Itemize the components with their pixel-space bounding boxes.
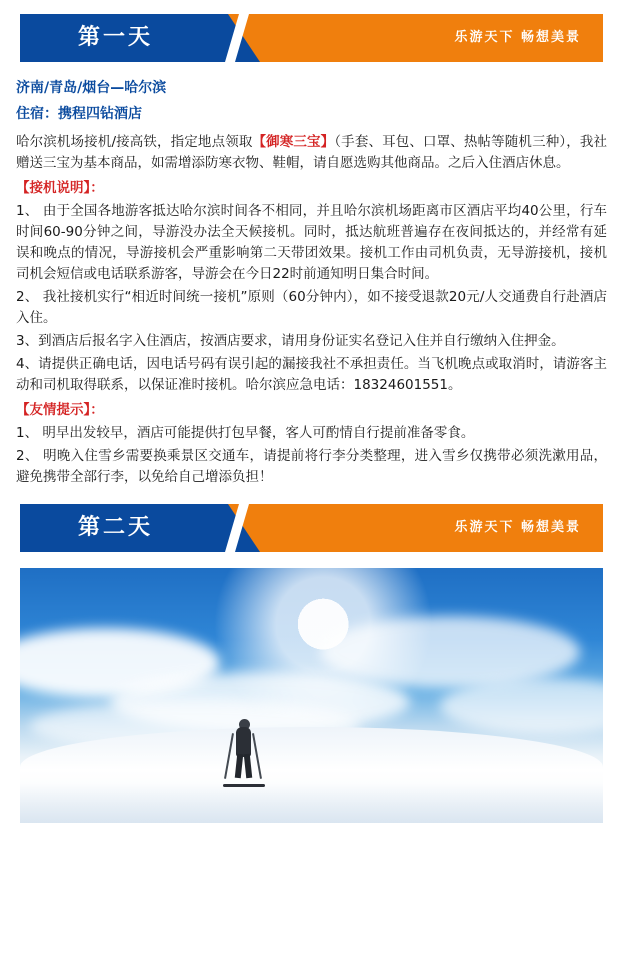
skier-leg-left xyxy=(235,754,243,778)
day1-route: 济南/青岛/烟台—哈尔滨 xyxy=(16,80,167,96)
day1-intro-suffix: （手套、耳包、口罩、热帖等随机三种），我社赠送三宝为基本商品，如需增添防寒衣物、鞋帽，请自愿选购其他商品。之后入住酒店休息。 xyxy=(16,134,607,171)
skier-body xyxy=(236,727,251,757)
snow-field xyxy=(20,727,603,823)
pickup-item: 3、到酒店后报名字入住酒店，按酒店要求，请用身份证实名登记入住并自行缴纳入住押金。 xyxy=(16,333,565,349)
snow-shadow xyxy=(20,783,603,823)
day1-intro-paragraph xyxy=(16,132,607,174)
photo-sky-background xyxy=(20,568,603,823)
pickup-item: 1、 由于全国各地游客抵达哈尔滨时间各不相同，并且哈尔滨机场距离市区酒店平均40公里，行车时间60-90分钟之间，导游没办法全天候接机。同时，抵达航班普遍存在夜间抵达的，并经常有延误和晚点的情况，导游接机会严重影响第二天带团效果。接机工作由司机负责，无导游接机，接机司机会短信或电话联系游客，导游会在今日22时前通知明日集合时间。 xyxy=(16,203,607,282)
ski-pole-left xyxy=(224,733,234,779)
day2-title: 第二天 xyxy=(78,515,154,540)
day1-hotel: 住宿：携程四钻酒店 xyxy=(16,106,142,122)
day2-photo xyxy=(20,568,603,823)
day2-slogan: 乐游天下 畅想美景 xyxy=(454,520,581,535)
skier-figure-icon xyxy=(226,719,260,785)
friendly-tips-heading: 【友情提示】： xyxy=(16,402,104,418)
pickup-item: 4、请提供正确电话，因电话号码有误引起的漏接我社不承担责任。当飞机晚点或取消时，请游客主动和司机取得联系，以保证准时接机。哈尔滨应急电话：18324601551。 xyxy=(16,356,607,393)
itinerary-page xyxy=(0,14,623,965)
day1-intro-highlight: 【御寒三宝】 xyxy=(252,134,335,150)
day1-banner xyxy=(20,14,603,62)
tip-item: 2、 明晚入住雪乡需要换乘景区交通车，请提前将行李分类整理，进入雪乡仅携带必须洗漱用品，避免携带全部行李，以免给自己增添负担！ xyxy=(16,448,607,485)
day1-content xyxy=(0,62,623,488)
pickup-item: 2、 我社接机实行“相近时间统一接机”原则（60分钟内），如不接受退款20元/人交通费自行赴酒店入住。 xyxy=(16,289,607,326)
skier-leg-right xyxy=(244,754,252,778)
pickup-instructions-heading: 【接机说明】： xyxy=(16,180,104,196)
day2-banner xyxy=(20,504,603,552)
day1-slogan: 乐游天下 畅想美景 xyxy=(454,30,581,45)
day1-title: 第一天 xyxy=(78,25,154,50)
skis xyxy=(223,784,265,787)
day1-intro-prefix: 哈尔滨机场接机/接高铁，指定地点领取 xyxy=(16,134,253,150)
tip-item: 1、 明早出发较早，酒店可能提供打包早餐，客人可酌情自行提前准备零食。 xyxy=(16,425,475,441)
